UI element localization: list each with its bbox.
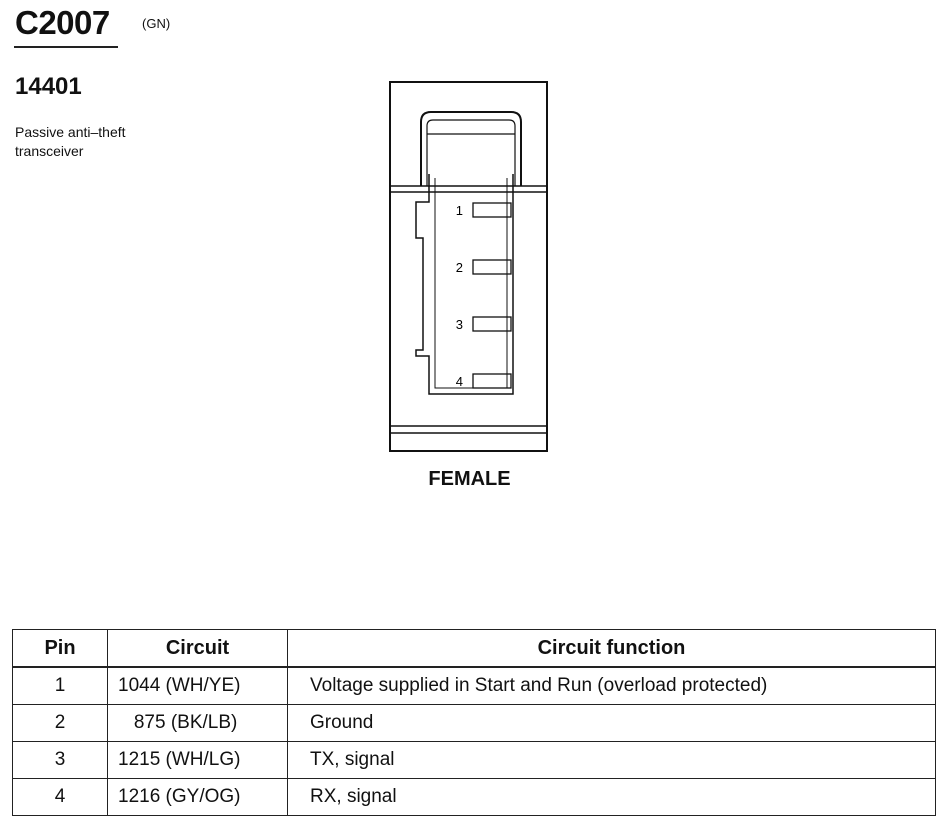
cell-pin: 4 — [13, 779, 108, 816]
latch-inner — [427, 120, 515, 186]
table-row — [13, 742, 936, 779]
cell-pin: 2 — [13, 705, 108, 742]
component-description: Passive anti–theft transceiver — [15, 124, 126, 159]
cell-function: RX, signal — [288, 779, 936, 816]
cell-circuit: 875 (BK/LB) — [108, 705, 288, 742]
cell-circuit: 1044 (WH/YE) — [108, 667, 288, 705]
cavity-inner-wall — [435, 178, 507, 388]
pin-terminal — [473, 374, 511, 388]
connector-face-diagram — [385, 78, 555, 456]
connector-housing — [390, 82, 547, 451]
connector-id: C2007 — [15, 4, 110, 41]
pin-number-label: 1 — [455, 203, 463, 218]
cell-circuit: 1215 (WH/LG) — [108, 742, 288, 779]
table-row — [13, 667, 936, 705]
pin-number-label: 2 — [455, 260, 463, 275]
pin-terminal — [473, 203, 511, 217]
cell-function: Voltage supplied in Start and Run (overload protected) — [288, 667, 936, 705]
cell-pin: 3 — [13, 742, 108, 779]
title-underline — [14, 46, 118, 48]
connector-color: (GN) — [142, 16, 171, 31]
cell-function: Ground — [288, 705, 936, 742]
cell-circuit: 1216 (GY/OG) — [108, 779, 288, 816]
pin-number-label: 4 — [455, 374, 463, 389]
latch-outline — [421, 112, 521, 186]
table-header-row — [13, 630, 936, 668]
pin-number-label: 3 — [455, 317, 463, 332]
component-number: 14401 — [15, 73, 82, 100]
cell-function: TX, signal — [288, 742, 936, 779]
header-pin: Pin — [13, 630, 108, 668]
table-row — [13, 705, 936, 742]
pin-terminal — [473, 260, 511, 274]
header-circuit-function: Circuit function — [288, 630, 936, 668]
table-row — [13, 779, 936, 816]
header-circuit: Circuit — [108, 630, 288, 668]
cell-pin: 1 — [13, 667, 108, 705]
view-label: FEMALE — [428, 468, 511, 490]
terminal-cavity — [416, 174, 513, 394]
pin-terminal — [473, 317, 511, 331]
pin-table — [12, 629, 936, 816]
